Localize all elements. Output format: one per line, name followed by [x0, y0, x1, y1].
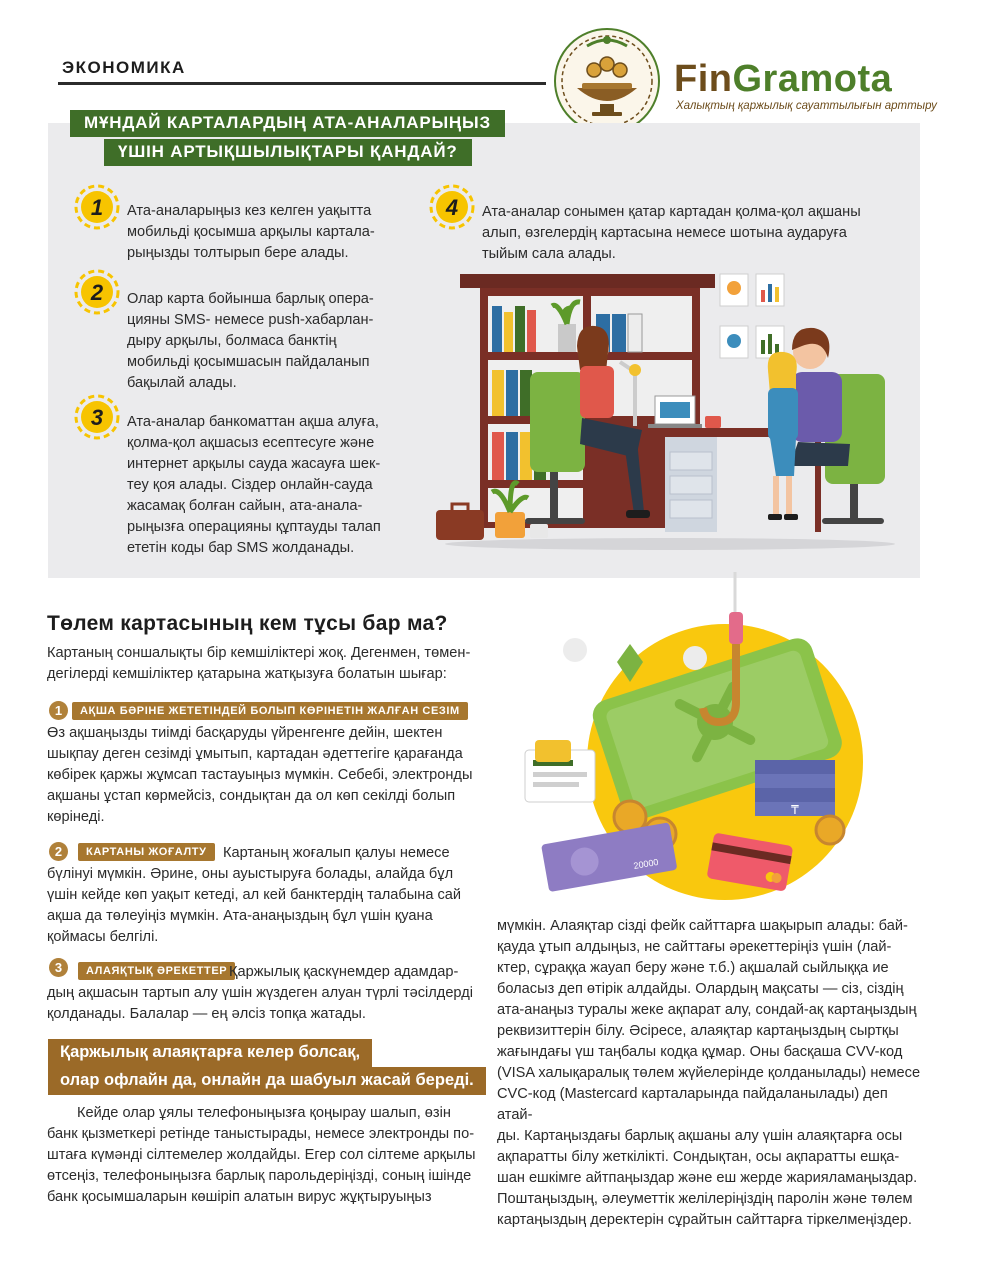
badge-num-2: 2	[90, 280, 104, 305]
text-line: ктер, сұраққа жауап беру және т.б.) ақшалай сыйлыққа ие	[497, 960, 889, 976]
text-line: жасамақ болған сайын, ата-анала-	[127, 498, 363, 514]
phishing-illustration	[505, 572, 915, 902]
text-line: Ата-аналар банкоматтан ақша алуға,	[127, 414, 379, 430]
badge-num-3: 3	[90, 405, 104, 430]
text-line: ақпаратты білу жеткілікті. Сондықтан, осы ақпаратты ешқа-	[497, 1149, 900, 1165]
text-line: өтсеңіз, телефоныңызға барлық парольдеріңізді, соның ішінде	[47, 1168, 472, 1184]
text-line: жағындағы үш таңбалы кодқа құмар. Оны басқаша CVV-код	[497, 1044, 903, 1060]
text-line: банк қосымшаларын көшіріп алатын вирус жұқтыруыңыз	[47, 1189, 432, 1205]
panel-title-line2: ҮШІН АРТЫҚШЫЛЫҚТАРЫ ҚАНДАЙ?	[104, 139, 472, 166]
text-line: бүлінуі мүмкін. Әрине, оны ауыстыруға болады, алайда бұл	[47, 866, 454, 882]
number-badge-2	[72, 267, 122, 317]
number-badge-1	[72, 182, 122, 232]
text-line: шықпау деген сезімді ұмытып, картадан әдеттегіге қарағанда	[47, 746, 463, 762]
text-line: штаға күмәнді сілтемелер жолдайды. Егер сол сілтеме арқылы	[47, 1147, 476, 1163]
text-line: ететін коды бар SMS жолданады.	[127, 540, 355, 556]
number-badge-4	[427, 182, 477, 232]
text-line: қолма-қол ақшасыз есептесуге және	[127, 435, 375, 451]
brand-name	[674, 58, 892, 101]
text-line: CVC-код (Mastercard карталарында пайдаланылады) деп атай-	[497, 1086, 888, 1123]
text-line: цияны SMS- немесе push-хабарлан-	[127, 312, 374, 328]
callout-banner-line2: олар офлайн да, онлайн да шабуыл жасай береді.	[48, 1067, 486, 1095]
badge-num-1: 1	[90, 195, 104, 220]
family-office-illustration	[430, 262, 895, 552]
item-2-number: 2	[49, 842, 68, 861]
text-line: ақшаны ұстап көрмейсіз, сондықтан да ол көп секілді болып	[47, 788, 456, 804]
text-line: дың ақшасын тартып алу үшін жүздеген алуан түрлі тәсілдерді	[47, 985, 473, 1001]
right-column-text	[497, 916, 927, 1231]
section-rule	[58, 82, 546, 85]
item-1-label: АҚША БӘРІНЕ ЖЕТЕТІНДЕЙ БОЛЫП КӨРІНЕТІН ЖАЛҒАН СЕЗІМ	[72, 702, 468, 720]
text-line: рыңызды толтырып бере алады.	[127, 245, 349, 261]
brand-emblem-icon	[552, 26, 662, 136]
article-heading: Төлем картасының кем тұсы бар ма?	[47, 612, 448, 635]
text-line: мобильді қосымша арқылы картала-	[127, 224, 375, 240]
point-3-text	[127, 412, 427, 559]
brand-fin: Fin	[674, 58, 733, 100]
text-line: боласыз деп өтірік алдайды. Олардың мақсаты — сіз, сіздің	[497, 981, 904, 997]
text-line: алып, өзгелердің картасына немесе шотына аударуға	[482, 225, 847, 241]
text-line: ды. Картаңыздағы барлық ақшаны алу үшін алаяқтарға осы	[497, 1128, 903, 1144]
text-line: Поштаңыздың, әлеуметтік желілеріңіздің паролін және төлем	[497, 1191, 913, 1207]
callout-banner-line1: Қаржылық алаяқтарға келер болсақ,	[48, 1039, 372, 1067]
panel-title-line1: МҰНДАЙ КАРТАЛАРДЫҢ АТА-АНАЛАРЫҢЫЗ	[70, 110, 505, 137]
item-2-label: КАРТАНЫ ЖОҒАЛТУ	[78, 843, 215, 861]
text-line: мүмкін. Алаяқтар сізді фейк сайттарға шақырып алады: бай-	[497, 918, 908, 934]
brand-tagline: Халықтың қаржылық сауаттылығын арттыру	[676, 100, 937, 112]
brand-gramota: Gramota	[732, 58, 893, 100]
text-line: Картаның соншалықты бір кемшіліктері жоқ. Дегенмен, төмен-	[47, 645, 471, 661]
section-tag: ЭКОНОМИКА	[62, 58, 186, 77]
text-line: көрінеді.	[47, 809, 105, 825]
text-line: Ата-аналар сонымен қатар картадан қолма-қол ақшаны	[482, 204, 861, 220]
item-3-text	[47, 983, 492, 1025]
text-line: (VISA халықаралық төлем жүйелерінде қолданылады) немесе	[497, 1065, 921, 1081]
money-stack-symbol: ₸	[791, 803, 799, 817]
text-line: Өз ақшаңызды тиімді басқаруды үйренгенге дейін, шектен	[47, 725, 443, 741]
item-1-number: 1	[49, 701, 68, 720]
text-line: интернет арқылы сауда жасауға шек-	[127, 456, 381, 472]
point-4-text	[482, 202, 902, 265]
item-2-text	[47, 864, 492, 948]
number-badge-3	[72, 392, 122, 442]
banknote-value: 20000	[632, 856, 660, 872]
item-3-label: АЛАЯҚТЫҚ ӘРЕКЕТТЕР	[78, 962, 235, 980]
item-3-first-line: Қаржылық қаскүнемдер адамдар-	[229, 964, 459, 980]
text-line: қауда ұтып алдыңыз, не сайттағы әрекеттеріңіз үшін (лай-	[497, 939, 892, 955]
text-line: бақылай алады.	[127, 375, 237, 391]
text-line: қолданады. Балалар — ең әлсіз топқа жатады.	[47, 1006, 366, 1022]
text-line: реквизиттерін білу. Әсіресе, алаяқтар картаңыздың сыртқы	[497, 1023, 899, 1039]
text-line: картаңыздың деректерін сұрайтын сайттарға тіркелмеңіздер.	[497, 1212, 912, 1228]
item-2-first-line: Картаның жоғалып қалуы немесе	[223, 845, 450, 861]
text-line: көбірек қаржы жұмсап тастауыңыз мүмкін. Себебі, электронды	[47, 767, 473, 783]
text-line: Ата-аналарыңыз кез келген уақытта	[127, 203, 372, 219]
item-1-text	[47, 723, 492, 828]
item-3-number: 3	[49, 958, 68, 977]
text-line: банк қызметкері ретінде таныстырады, немесе электронды по-	[47, 1126, 475, 1142]
text-line: шан ешкімге айтпаңыздар және еш жерде жарияламаңыздар.	[497, 1170, 918, 1186]
badge-num-4: 4	[445, 195, 459, 220]
point-2-text	[127, 289, 427, 394]
text-line: Олар карта бойынша барлық опера-	[127, 291, 374, 307]
text-line: рыңызға операцияны құптауды талап	[127, 519, 381, 535]
text-line: дегілерді кемшіліктер қатарына жатқызуға болатын шығар:	[47, 666, 447, 682]
left-column-text	[47, 1103, 492, 1208]
text-line: теу қоя алады. Сіздер онлайн-сауда	[127, 477, 373, 493]
text-line: үшін кейде көп уақыт кетеді, ал кей банктердің талабына сай	[47, 887, 462, 903]
money-stack-icon	[755, 760, 835, 817]
text-line: ата-анаңыз туралы жеке ақпарат алу, сондай-ақ картаңыздың	[497, 1002, 917, 1018]
text-line: ақша да төлеуіңіз мүмкін. Ата-анаңыздың бұл үшін қуана	[47, 908, 433, 924]
text-line: қоймасы белгілі.	[47, 929, 159, 945]
text-line: тыйым сала алады.	[482, 246, 616, 262]
text-line: Кейде олар ұялы телефоныңызға қоңырау шалып, өзін	[77, 1105, 451, 1121]
point-1-text	[127, 201, 427, 264]
text-line: мобильді қосымшасын пайдаланып	[127, 354, 370, 370]
text-line: дыру арқылы, болмаса банктің	[127, 333, 337, 349]
article-intro	[47, 643, 487, 685]
